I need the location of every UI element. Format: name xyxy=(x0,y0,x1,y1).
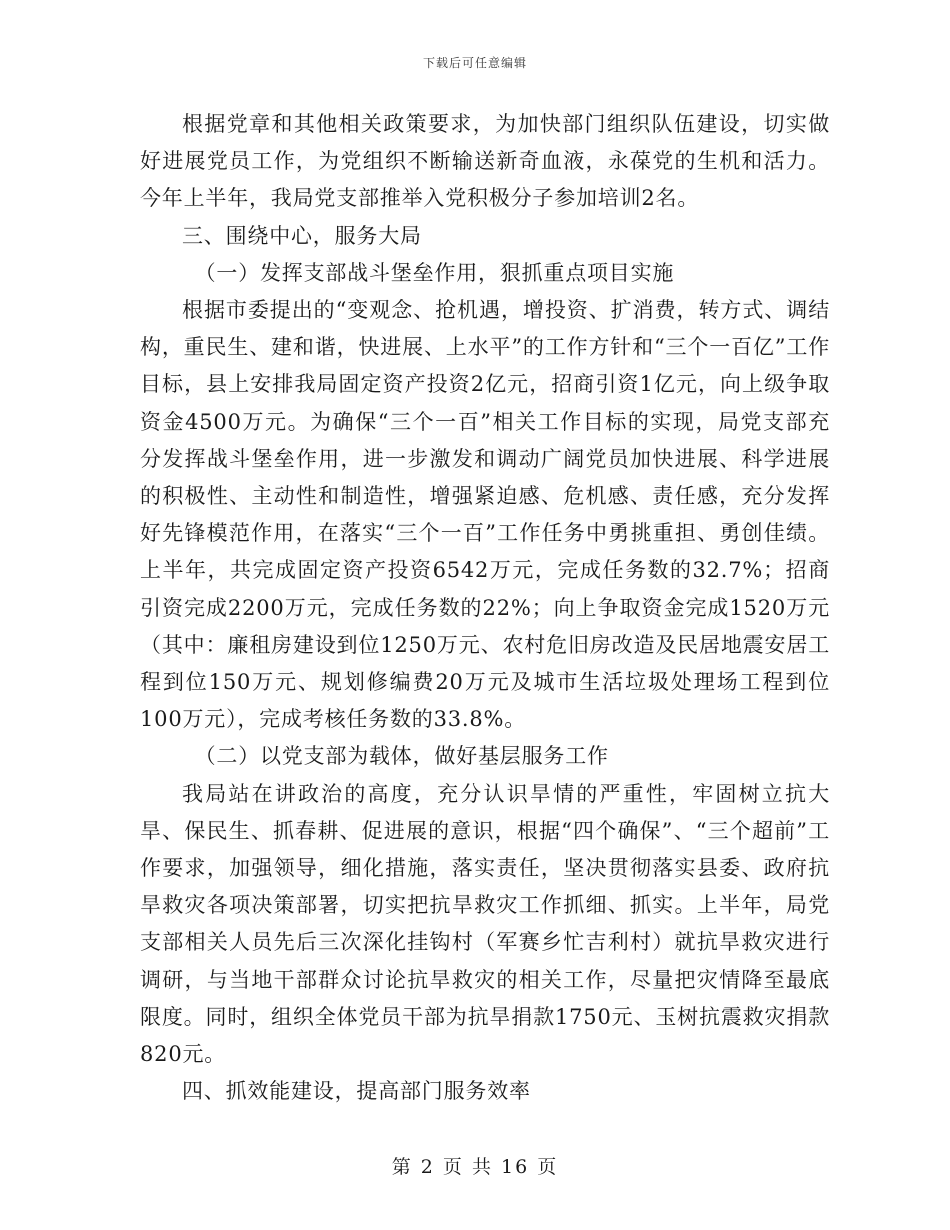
document-body xyxy=(140,106,830,1110)
page-number-footer: 第 2 页 共 16 页 xyxy=(391,1156,559,1178)
subsection-heading-3-1: （一）发挥支部战斗堡垒作用，狠抓重点项目实施 xyxy=(194,260,675,285)
paragraph-drought-relief: 我局站在讲政治的高度，充分认识旱情的严重性，牢固树立抗大旱、保民生、抓春耕、促进展的意识，根据“四个确保”、“三个超前”工作要求，加强领导，细化措施，落实责任，坚决贯彻落实县委、政府抗旱救灾各项决策部署，切实把抗旱救灾工作抓细、抓实。上半年，局党支部相关人员先后三次深化挂钩村（军赛乡忙吉利村）就抗旱救灾进行调研，与当地干部群众讨论抗旱救灾的相关工作，尽量把灾情降至最底限度。同时，组织全体党员干部为抗旱捐款1750元、玉树抗震救灾捐款820元。 xyxy=(140,781,830,1067)
subsection-heading-3-2: （二）以党支部为载体，做好基层服务工作 xyxy=(194,744,609,769)
paragraph-key-projects: 根据市委提出的“变观念、抢机遇，增投资、扩消费，转方式、调结构，重民生、建和谐，快进展、上水平”的工作方针和“三个一百亿”工作目标，县上安排我局固定资产投资2亿元，招商引资1亿元，向上级争取资金4500万元。为确保“三个一百”相关工作目标的实现，局党支部充分发挥战斗堡垒作用，进一步激发和调动广阔党员加快进展、科学进展的积极性、主动性和制造性，增强紧迫感、危机感、责任感，充分发挥好先锋模范作用，在落实“三个一百”工作任务中勇挑重担、勇创佳绩。上半年，共完成固定资产投资6542万元，完成任务数的32.7%；招商引资完成2200万元，完成任务数的22%；向上争取资金完成1520万元（其中：廉租房建设到位1250万元、农村危旧房改造及民居地震安居工程到位150万元、规划修编费20万元及城市生活垃圾处理场工程到位100万元），完成考核任务数的33.8%。 xyxy=(140,298,830,732)
section-heading-4: 四、抓效能建设，提高部门服务效率 xyxy=(182,1079,531,1104)
section-heading-3: 三、围绕中心，服务大局 xyxy=(182,223,422,248)
page-header-note: 下载后可任意编辑 xyxy=(422,56,527,70)
paragraph-party-member-development: 根据党章和其他相关政策要求，为加快部门组织队伍建设，切实做好进展党员工作，为党组织不断输送新奇血液，永葆党的生机和活力。今年上半年，我局党支部推举入党积极分子参加培训2名。 xyxy=(140,112,830,211)
